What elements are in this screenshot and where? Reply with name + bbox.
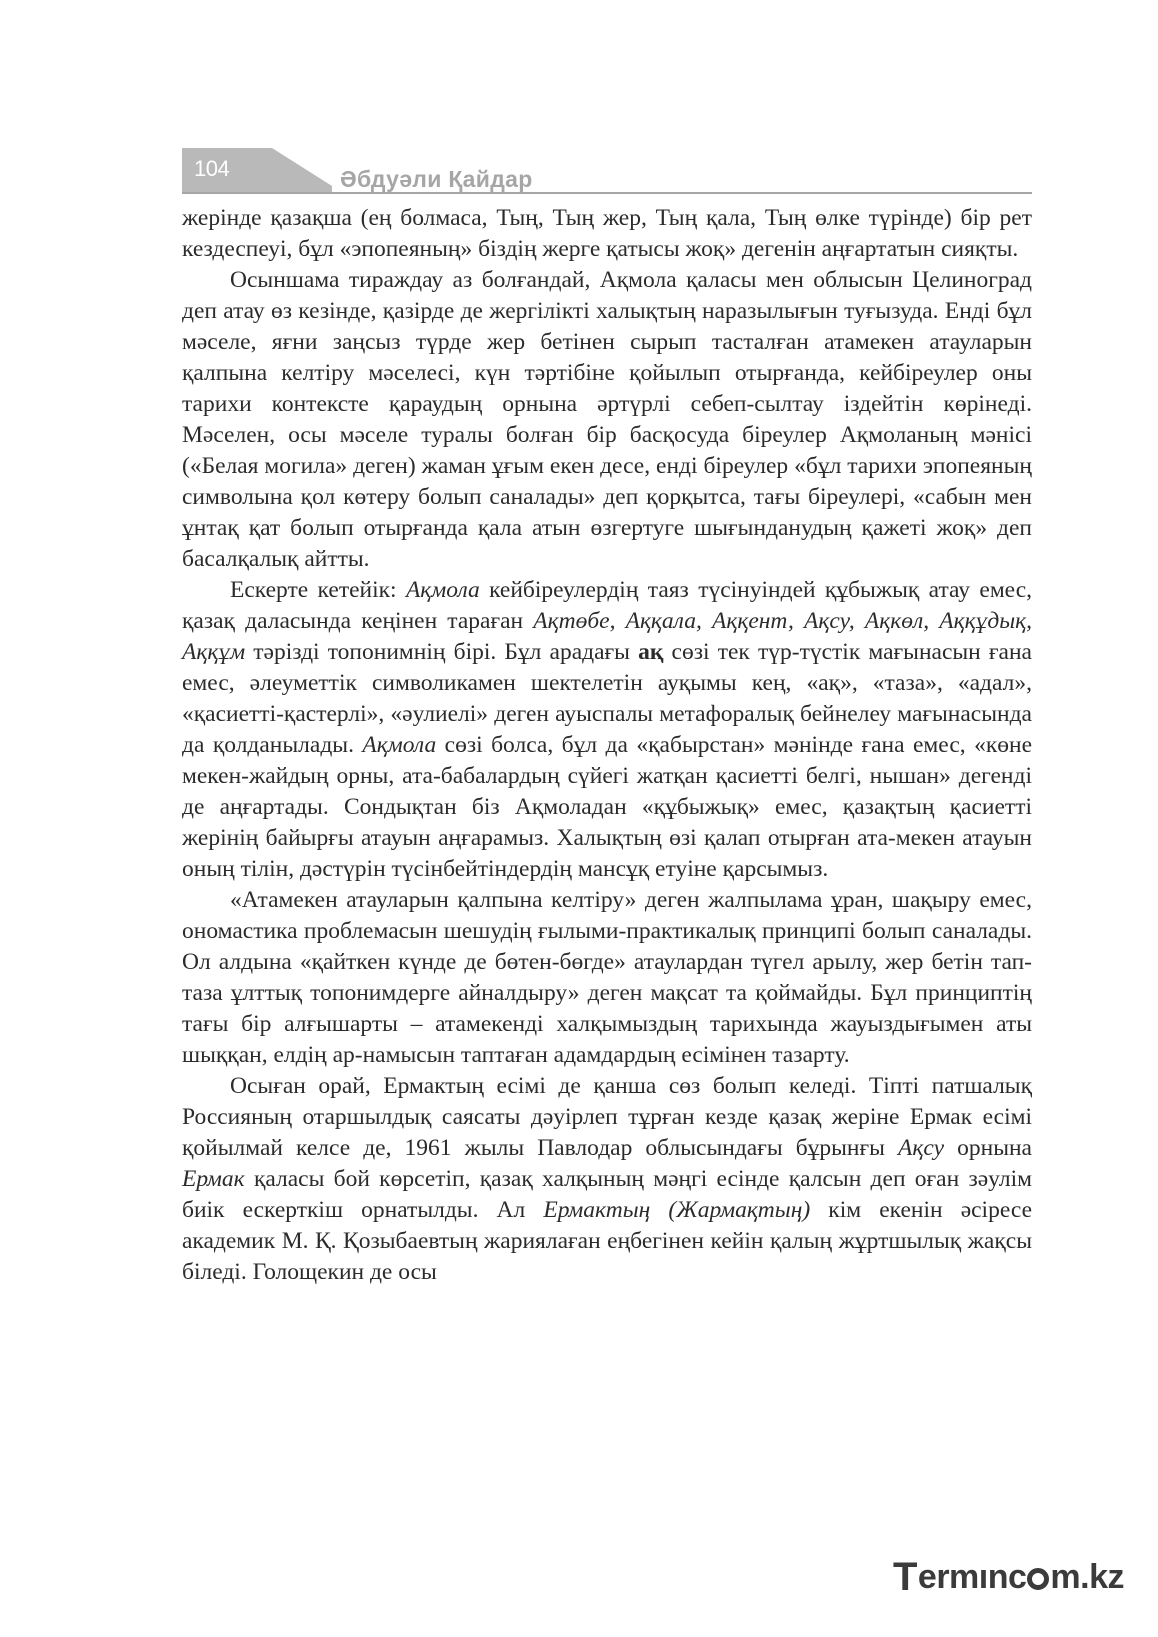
paragraph-5-italic-3: Ермактың (Жармақтың)	[543, 1197, 811, 1223]
paragraph-3-italic-1: Ақмола	[405, 577, 480, 603]
paragraph-2: Осыншама тираждау аз болғандай, Ақмола қаласы мен облысын Целиноград деп атау өз кезінде, қазірде де жергілікті халықтың наразылығын туғызуда. Енді бұл мәселе, яғни заңсыз түрде жер бетінен сырып тасталған атамекен атауларын қалпына келтіру мәселесі, күн тәртібіне қойылып отырғанда, кейбіреулер оны тарихи контексте қараудың орнына әртүрлі себеп-сылтау іздейтін көрінеді. Мәселен, осы мәселе туралы болған бір басқосуда біреулер Ақмоланың мәнісі («Белая могила» деген) жаман ұғым екен десе, енді біреулер «бұл тарихи эпопеяның символына қол көтеру болып саналады» деп қорқытса, тағы біреулері, «сабын мен ұнтақ қат болып отырғанда қала атын өзгертуге шығынданудың қажеті жоқ» деп басалқалық айтты.	[182, 267, 1032, 572]
paragraph-3-italic-2: Ақтөбе, Аққала, Аққент, Ақсу, Ақкөл, Аққұдық, Аққұм	[182, 608, 1032, 665]
watermark-text-end: m.kz	[1050, 1557, 1124, 1596]
paragraph-3-italic-3: Ақмола	[362, 732, 437, 758]
page-header	[182, 148, 1032, 196]
paragraph-5-text-1: Осыған орай, Ермактың есімі де қанша сөз болып келеді. Тіпті патшалық Россияның отаршылдық саясаты дәуірлеп тұрған кезде қазақ жеріне Ермак есімі қойылмай келсе де, 1961 жылы Павлодар облысындағы бұрынғы	[182, 1073, 1032, 1161]
paragraph-3-text-5: сөзі болса, бұл да «қабырстан» мәнінде ғана емес, «көне мекен-жайдың орны, ата-бабалардың сүйегі жатқан қасиетті белгі, нышан» дегенді де аңғартады. Сондықтан біз Ақмоладан «құбыжық» емес, қазақтың қасиетті жерінің байырғы атауын аңғарамыз. Халықтың өзі қалап отырған ата-мекен атауын оның тілін, дәстүрін түсінбейтіндердің мансұқ етуіне қарсымыз.	[182, 732, 1032, 882]
paragraph-3	[182, 575, 1032, 885]
page-number: 104	[194, 156, 230, 181]
termincom-watermark-logo	[892, 1554, 1124, 1599]
paragraph-3-text-4: сөзі тек түр-түстік мағынасын ғана емес, әлеуметтік символикамен шектелетін ауқымы кең, «ақ», «таза», «адал», «қасиетті-қастерлі», «әулиелі» деген ауыспалы метафоралық бейнелеу мағынасында да қолданылады.	[182, 639, 1032, 758]
paragraph-3-text-2: кейбіреулердің таяз түсінуіндей құбыжық атау емес, қазақ даласында кеңінен тараған	[182, 577, 1033, 634]
paragraph-5-italic-1: Ақсу	[898, 1135, 945, 1161]
paragraph-5-italic-2: Ермак	[182, 1166, 245, 1192]
paragraph-1: жерінде қазақша (ең болмаса, Тың, Тың жер, Тың қала, Тың өлке түрінде) бір рет кездеспеуі, бұл «эпопеяның» біздің жерге қатысы жоқ» дегенін аңғартатын сияқты.	[182, 205, 1032, 262]
paragraph-5-text-4: кім екенін әсіресе академик М. Қ. Қозыбаевтың жариялаған еңбегінен кейін қалың жұртшылық жақсы біледі. Голощекин де осы	[182, 1197, 1032, 1285]
paragraph-4: «Атамекен атауларын қалпына келтіру» деген жалпылама ұран, шақыру емес, ономастика проблемасын шешудің ғылыми-практикалық принципі болып саналады. Ол алдына «қайткен күнде де бөтен-бөгде» атаулардан түгел арылу, жер бетін тап-таза ұлттық топонимдерге айналдыру» деген мақсат та қоймайды. Бұл принциптің тағы бір алғышарты – атамекенді халқымыздың тарихында жауыздығымен аты шыққан, елдің ар-намысын таптаған адамдардың есімінен тазарту.	[182, 887, 1032, 1068]
paragraph-5-text-2: орнына	[944, 1135, 1032, 1161]
watermark-letter-t: T	[892, 1554, 917, 1599]
header-rule	[182, 192, 1032, 194]
body-text	[182, 203, 1032, 1288]
paragraph-3-text-3: тәрізді топонимнің бірі. Бұл арадағы	[245, 639, 639, 665]
paragraph-3-bold-1: ақ	[638, 639, 664, 665]
running-head-author: Әбдуәли Қайдар	[340, 166, 533, 192]
paragraph-5-text-3: қаласы бой көрсетіп, қазақ халқының мәңгі есінде қалсын деп оған зәулім биік ескерткіш орнатылды. Ал	[182, 1166, 1032, 1223]
paragraph-3-text-1: Ескерте кетейік:	[230, 577, 406, 603]
watermark-text-start: ermınc	[917, 1557, 1027, 1596]
paragraph-5	[182, 1071, 1032, 1288]
watermark-ring-icon	[1027, 1568, 1049, 1590]
